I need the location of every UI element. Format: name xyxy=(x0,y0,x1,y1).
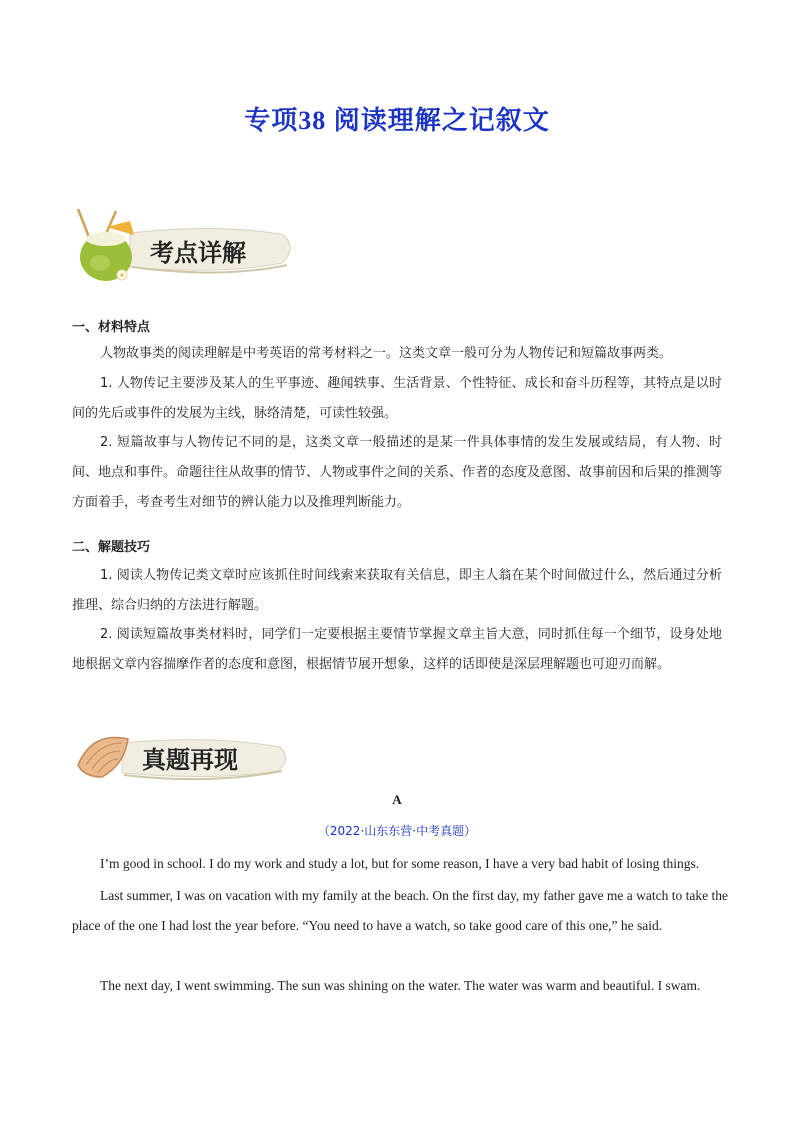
paragraph: 1. 阅读人物传记类文章时应该抓住时间线索来获取有关信息，即主人翁在某个时间做过什么，然后通过分析推理、综合归纳的方法进行解题。 xyxy=(72,568,722,613)
seashell-icon xyxy=(72,725,312,787)
section-banner-exam-points xyxy=(72,205,312,285)
banner-label: 真题再现 xyxy=(142,745,238,774)
passage-paragraph: I’m good in school. I do my work and study a lot, but for some reason, I have a very bad habit of losing things. xyxy=(100,856,700,871)
passage-source: （2022·山东东营·中考真题） xyxy=(317,824,477,838)
paragraph: 1. 人物传记主要涉及某人的生平事迹、趣闻轶事、生活背景、个性特征、成长和奋斗历程等，其特点是以时间的先后或事件的发展为主线，脉络清楚，可读性较强。 xyxy=(72,376,722,421)
passage-paragraph: The next day, I went swimming. The sun was shining on the water. The water was warm and beautiful. I swam. xyxy=(100,978,701,993)
section-heading-tips: 二、解题技巧 xyxy=(72,540,151,555)
page-title: 专项38 阅读理解之记叙文 xyxy=(244,106,550,135)
banner-label: 考点详解 xyxy=(150,238,246,267)
paragraph: 2. 短篇故事与人物传记不同的是，这类文章一般描述的是某一件具体事情的发生发展或结局，有人物、时间、地点和事件。命题往往从故事的情节、人物或事件之间的关系、作者的态度及意图、故事前因和后果的推测等方面着手，考查考生对细节的辨认能力以及推理判断能力。 xyxy=(72,435,723,510)
passage-paragraph: Last summer, I was on vacation with my family at the beach. On the first day, my father gave me a watch to take the place of the one I had lost the year before. “You need to have a watch, so take good care of this one,” he said. xyxy=(72,888,729,933)
section-banner-real-questions xyxy=(72,725,312,787)
passage-label: A xyxy=(392,792,402,807)
section-heading-material: 一、材料特点 xyxy=(72,320,151,335)
paragraph: 人物故事类的阅读理解是中考英语的常考材料之一。这类文章一般可分为人物传记和短篇故事两类。 xyxy=(100,346,673,361)
paragraph: 2. 阅读短篇故事类材料时，同学们一定要根据主要情节掌握文章主旨大意，同时抓住每一个细节，设身处地地根据文章内容揣摩作者的态度和意图，根据情节展开想象，这样的话即使是深层理解题也可迎刃而解。 xyxy=(72,627,722,672)
